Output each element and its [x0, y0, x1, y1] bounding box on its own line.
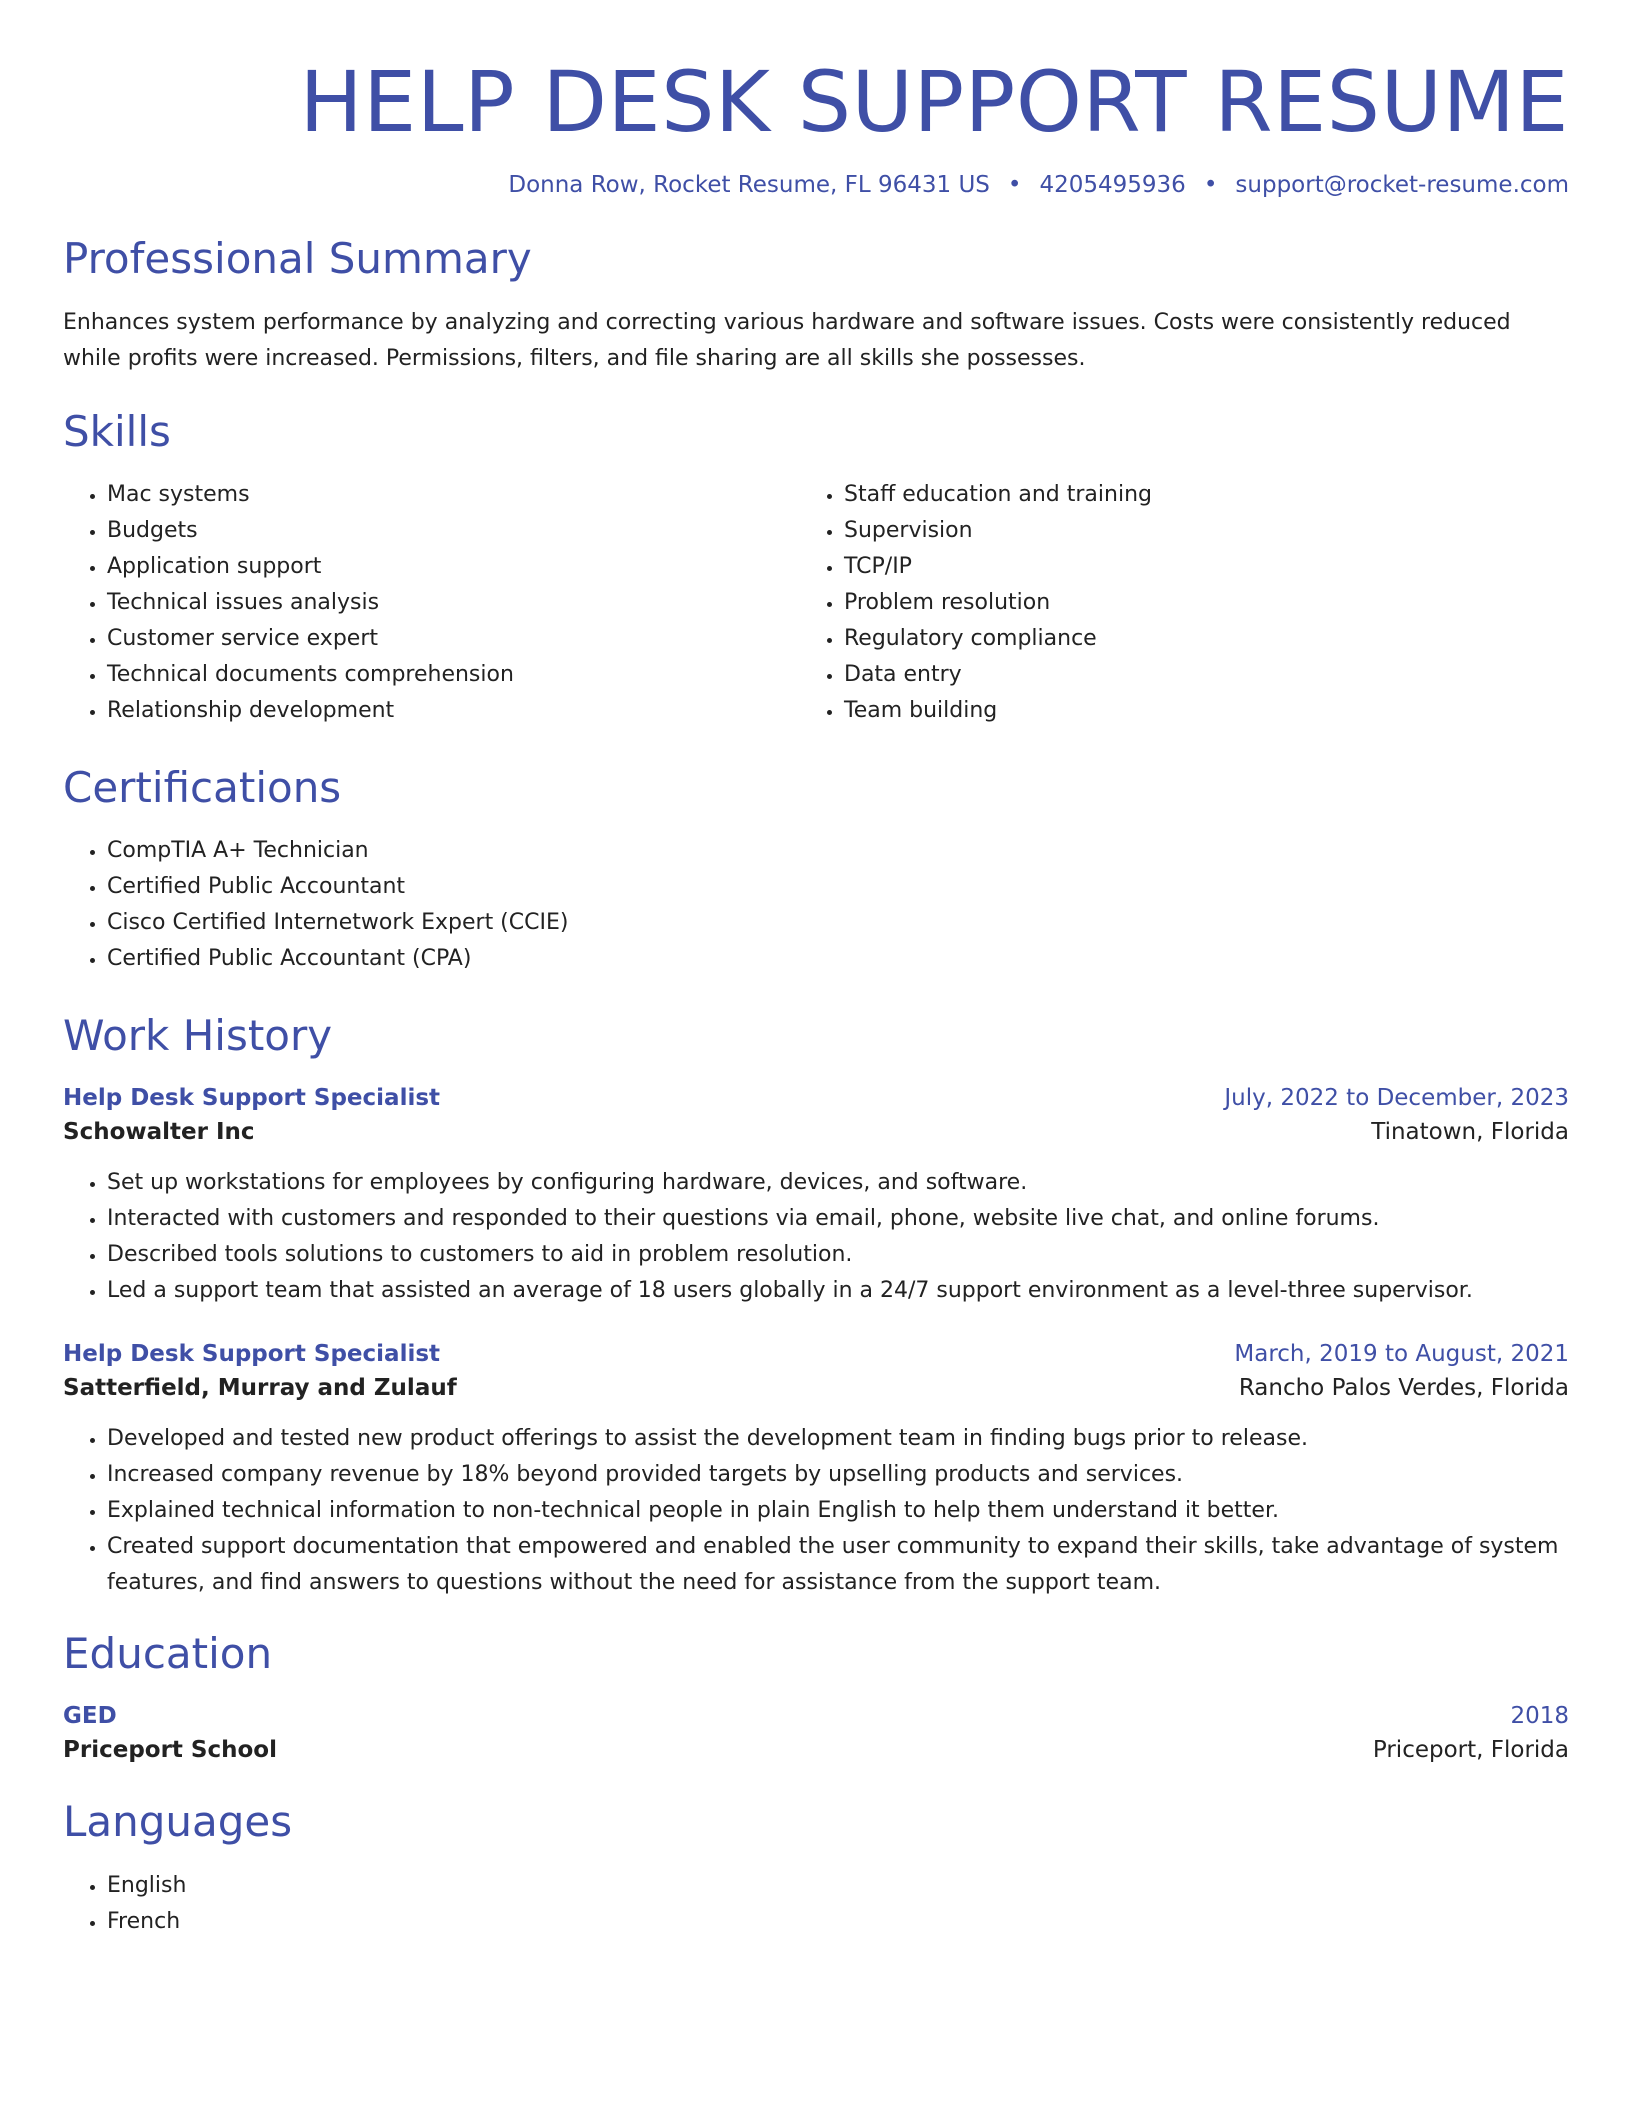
language-item: • English [107, 1868, 1569, 1904]
languages-list [63, 1868, 1569, 1940]
certification-item: • Certified Public Accountant [107, 869, 1569, 905]
bullet-separator: • [1203, 172, 1218, 199]
job-bullet: • Set up workstations for employees by configuring hardware, devices, and software. [107, 1165, 1569, 1201]
skill-item: • Regulatory compliance [844, 621, 1569, 657]
job-location: Rancho Palos Verdes, Florida [1238, 1375, 1569, 1402]
job-location: Tinatown, Florida [1371, 1119, 1569, 1146]
contact-phone: 4205495936 [1039, 172, 1186, 199]
languages-heading: Languages [63, 1797, 293, 1847]
education-heading: Education [63, 1629, 273, 1679]
job-title: Help Desk Support Specialist [63, 1341, 441, 1368]
skill-item: • Relationship development [107, 693, 800, 729]
skills-list-right [800, 477, 1569, 729]
skill-item: • Team building [844, 693, 1569, 729]
contact-email: support@rocket-resume.com [1235, 172, 1569, 199]
job-company: Schowalter Inc [63, 1119, 255, 1146]
job-dates: July, 2022 to December, 2023 [1224, 1085, 1569, 1112]
skill-item: • Problem resolution [844, 585, 1569, 621]
job-header-row [63, 1085, 1569, 1111]
contact-address: Donna Row, Rocket Resume, FL 96431 US [508, 172, 990, 199]
skill-item: • Customer service expert [107, 621, 800, 657]
skill-item: • Budgets [107, 513, 800, 549]
skill-item: • Data entry [844, 657, 1569, 693]
skill-item: • Mac systems [107, 477, 800, 513]
education-school: Priceport School [63, 1737, 277, 1764]
contact-line [63, 172, 1569, 198]
skill-item: • Technical issues analysis [107, 585, 800, 621]
skills-columns [63, 455, 1569, 729]
job-entry [63, 1085, 1569, 1309]
bullet-separator: • [1007, 172, 1022, 199]
skills-list-left [63, 477, 800, 729]
job-entry [63, 1341, 1569, 1601]
summary-text: Enhances system performance by analyzing and correcting various hardware and software issues. Costs were consistently reduced while profits were increased. Permissions, filters, and file sharing are all skills she possesses. [63, 309, 1511, 371]
certification-item: • Cisco Certified Internetwork Expert (CCIE) [107, 905, 1569, 941]
education-school-row [63, 1737, 1569, 1763]
job-bullet: • Interacted with customers and responded to their questions via email, phone, website live chat, and online forums. [107, 1201, 1569, 1237]
skills-heading: Skills [63, 406, 171, 456]
certification-item: • CompTIA A+ Technician [107, 833, 1569, 869]
skill-item: • Application support [107, 549, 800, 585]
education-year: 2018 [1510, 1703, 1569, 1730]
job-company-row [63, 1119, 1569, 1145]
resume-title: HELP DESK SUPPORT RESUME [299, 53, 1569, 151]
skill-item: • Supervision [844, 513, 1569, 549]
work-history-heading: Work History [63, 1010, 333, 1060]
job-bullet: • Developed and tested new product offerings to assist the development team in finding bugs prior to release. [107, 1421, 1569, 1457]
job-bullet: • Led a support team that assisted an average of 18 users globally in a 24/7 support environment as a level-three supervisor. [107, 1273, 1569, 1309]
certifications-heading: Certifications [63, 762, 342, 812]
job-bullets [63, 1165, 1569, 1309]
skill-item: • Staff education and training [844, 477, 1569, 513]
skill-item: • TCP/IP [844, 549, 1569, 585]
summary-heading: Professional Summary [63, 234, 532, 284]
language-item: • French [107, 1904, 1569, 1940]
job-bullet: • Described tools solutions to customers to aid in problem resolution. [107, 1237, 1569, 1273]
job-header-row [63, 1341, 1569, 1367]
job-bullet: • Increased company revenue by 18% beyond provided targets by upselling products and services. [107, 1457, 1569, 1493]
education-location: Priceport, Florida [1372, 1737, 1569, 1764]
job-title: Help Desk Support Specialist [63, 1085, 441, 1112]
job-dates: March, 2019 to August, 2021 [1234, 1341, 1569, 1368]
skill-item: • Technical documents comprehension [107, 657, 800, 693]
job-company: Satterfield, Murray and Zulauf [63, 1375, 457, 1402]
certification-item: • Certified Public Accountant (CPA) [107, 941, 1569, 977]
education-entry [63, 1703, 1569, 1763]
certifications-list [63, 833, 1569, 977]
job-company-row [63, 1375, 1569, 1401]
job-bullet: • Created support documentation that empowered and enabled the user community to expand their skills, take advantage of system features, and find answers to questions without the need for assistance from the support team. [107, 1529, 1569, 1601]
education-header-row [63, 1703, 1569, 1729]
job-bullets [63, 1421, 1569, 1601]
education-degree: GED [63, 1703, 117, 1730]
job-bullet: • Explained technical information to non-technical people in plain English to help them understand it better. [107, 1493, 1569, 1529]
